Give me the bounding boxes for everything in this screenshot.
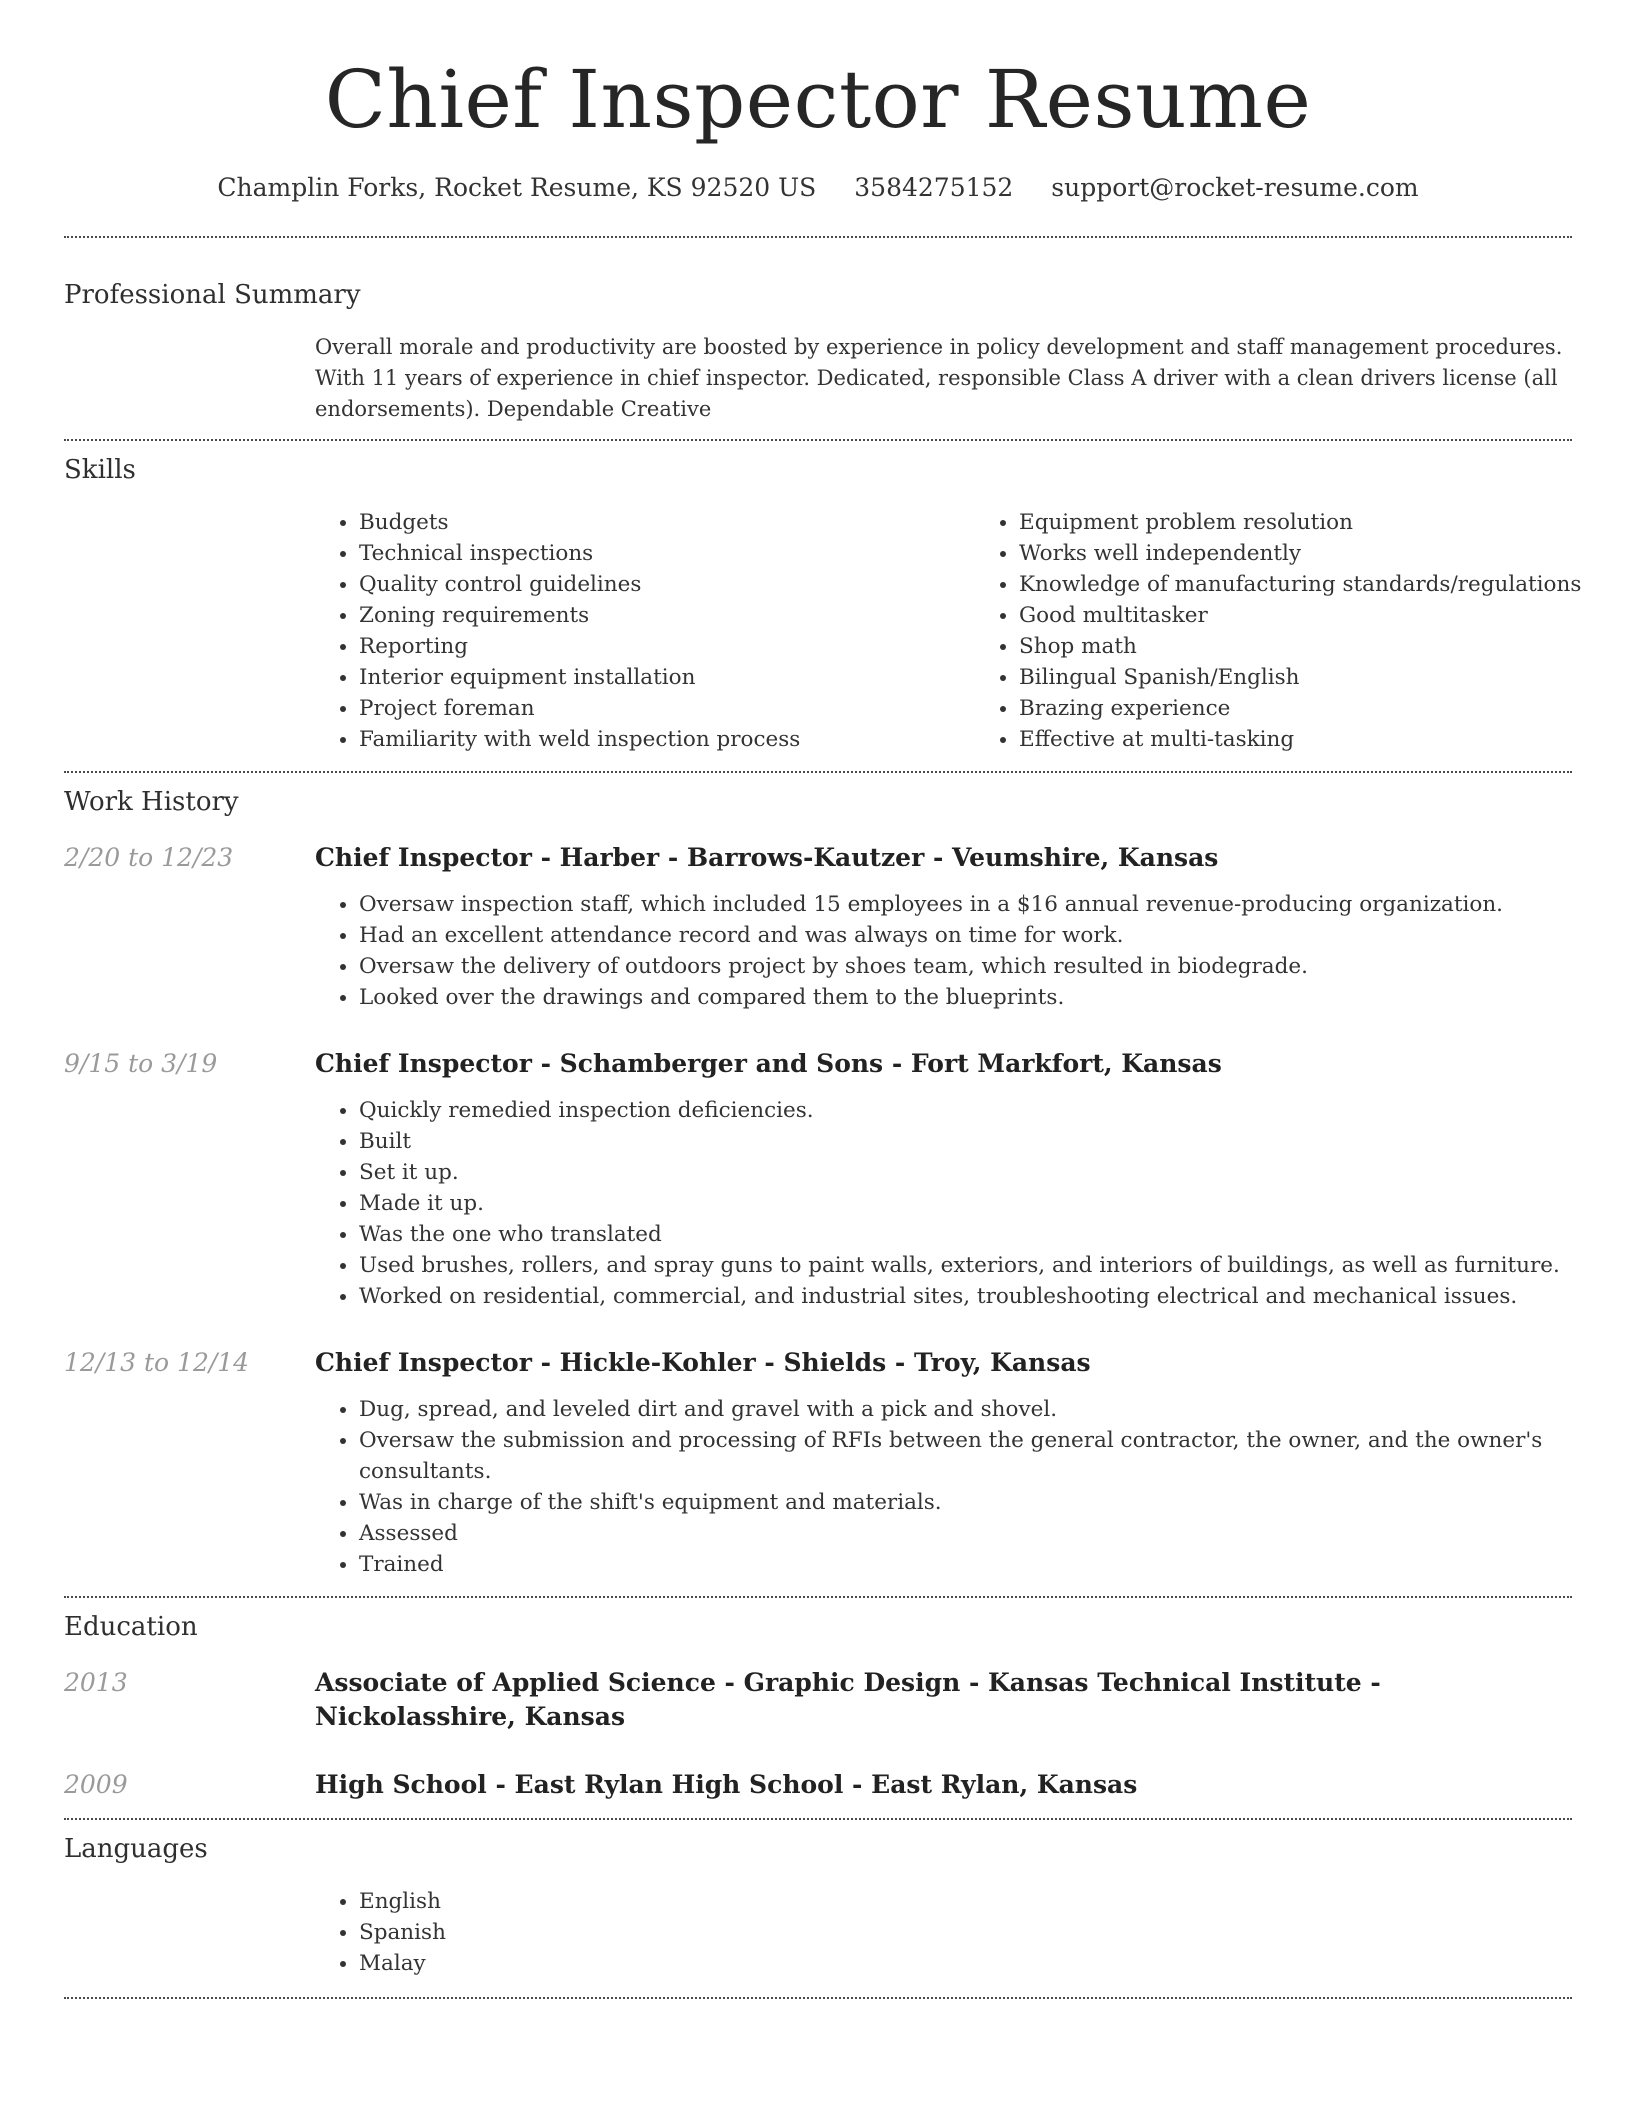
job-title: Chief Inspector - Schamberger and Sons - Fort Markfort, Kansas (315, 1049, 1222, 1078)
skill-item: • Knowledge of manufacturing standards/regulations (1019, 569, 1632, 600)
work-section (64, 773, 1572, 1580)
job-bullet: • Made it up. (359, 1188, 1572, 1219)
job-bullets (315, 1095, 1572, 1312)
education-section (64, 1598, 1572, 1802)
job-bullets (315, 1394, 1572, 1580)
job-entry (64, 841, 1572, 1013)
job-bullets (315, 889, 1572, 1013)
summary-section (64, 238, 1572, 425)
resume-title: Chief Inspector Resume (324, 53, 1312, 146)
skill-item: • Project foreman (359, 693, 975, 724)
skill-item: • Zoning requirements (359, 600, 975, 631)
work-heading: Work History (64, 787, 239, 817)
job-bullet: • Dug, spread, and leveled dirt and gravel with a pick and shovel. (359, 1394, 1572, 1425)
contact-address: Champlin Forks, Rocket Resume, KS 92520 US (217, 173, 817, 202)
skill-item: • Reporting (359, 631, 975, 662)
skills-list-right (975, 507, 1632, 755)
job-bullet: • Oversaw the delivery of outdoors project by shoes team, which resulted in biodegrade. (359, 951, 1572, 982)
education-heading: Education (64, 1612, 198, 1642)
language-item: • Malay (359, 1948, 1572, 1979)
resume-page (64, 0, 1582, 1999)
job-dates: 9/15 to 3/19 (64, 1049, 218, 1078)
divider (64, 1997, 1572, 1999)
job-bullet: • Trained (359, 1549, 1572, 1580)
job-bullet: • Oversaw inspection staff, which included 15 employees in a $16 annual revenue-producing organization. (359, 889, 1572, 920)
job-bullet: • Assessed (359, 1518, 1572, 1549)
skill-item: • Quality control guidelines (359, 569, 975, 600)
language-item: • English (359, 1886, 1572, 1917)
languages-list (315, 1886, 1572, 1979)
contact-line (64, 170, 1572, 206)
job-bullet: • Had an excellent attendance record and was always on time for work. (359, 920, 1572, 951)
education-entry (64, 1666, 1572, 1734)
job-bullet: • Was the one who translated (359, 1219, 1572, 1250)
skill-item: • Familiarity with weld inspection process (359, 724, 975, 755)
job-bullet: • Used brushes, rollers, and spray guns to paint walls, exteriors, and interiors of buildings, as well as furniture. (359, 1250, 1572, 1281)
language-item: • Spanish (359, 1917, 1572, 1948)
skill-item: • Equipment problem resolution (1019, 507, 1632, 538)
job-bullet: • Set it up. (359, 1157, 1572, 1188)
skills-list-left (315, 507, 975, 755)
job-dates: 2/20 to 12/23 (64, 843, 234, 872)
job-bullet: • Built (359, 1126, 1572, 1157)
skills-section (64, 441, 1582, 755)
job-entry (64, 1047, 1572, 1312)
skill-item: • Shop math (1019, 631, 1632, 662)
education-entry (64, 1768, 1572, 1802)
education-year: 2013 (64, 1668, 128, 1697)
skill-item: • Budgets (359, 507, 975, 538)
skill-item: • Interior equipment installation (359, 662, 975, 693)
education-year: 2009 (64, 1770, 128, 1799)
skills-heading: Skills (64, 455, 136, 485)
skill-item: • Bilingual Spanish/English (1019, 662, 1632, 693)
skill-item: • Effective at multi-tasking (1019, 724, 1632, 755)
contact-phone: 3584275152 (854, 173, 1014, 202)
skill-item: • Good multitasker (1019, 600, 1632, 631)
job-bullet: • Worked on residential, commercial, and industrial sites, troubleshooting electrical and mechanical issues. (359, 1281, 1572, 1312)
summary-heading: Professional Summary (64, 280, 361, 310)
education-title: Associate of Applied Science - Graphic Design - Kansas Technical Institute - Nickolasshire, Kansas (315, 1668, 1381, 1731)
skill-item: • Technical inspections (359, 538, 975, 569)
skill-item: • Works well independently (1019, 538, 1632, 569)
education-title: High School - East Rylan High School - East Rylan, Kansas (315, 1770, 1138, 1799)
job-bullet: • Quickly remedied inspection deficiencies. (359, 1095, 1572, 1126)
languages-section (64, 1820, 1572, 1979)
job-entry (64, 1346, 1572, 1580)
job-dates: 12/13 to 12/14 (64, 1348, 250, 1377)
skill-item: • Brazing experience (1019, 693, 1632, 724)
job-bullet: • Looked over the drawings and compared them to the blueprints. (359, 982, 1572, 1013)
job-bullet: • Was in charge of the shift's equipment and materials. (359, 1487, 1572, 1518)
job-bullet: • Oversaw the submission and processing of RFIs between the general contractor, the owner, and the owner's consultants. (359, 1425, 1572, 1487)
job-title: Chief Inspector - Hickle-Kohler - Shields - Troy, Kansas (315, 1348, 1091, 1377)
languages-heading: Languages (64, 1834, 208, 1864)
contact-email: support@rocket-resume.com (1051, 173, 1419, 202)
summary-text: Overall morale and productivity are boosted by experience in policy development and staff management procedures. With 11 years of experience in chief inspector. Dedicated, responsible Class A driver with a clean drivers license (all endorsements). Dependable Creative (315, 335, 1563, 421)
job-title: Chief Inspector - Harber - Barrows-Kautzer - Veumshire, Kansas (315, 843, 1219, 872)
